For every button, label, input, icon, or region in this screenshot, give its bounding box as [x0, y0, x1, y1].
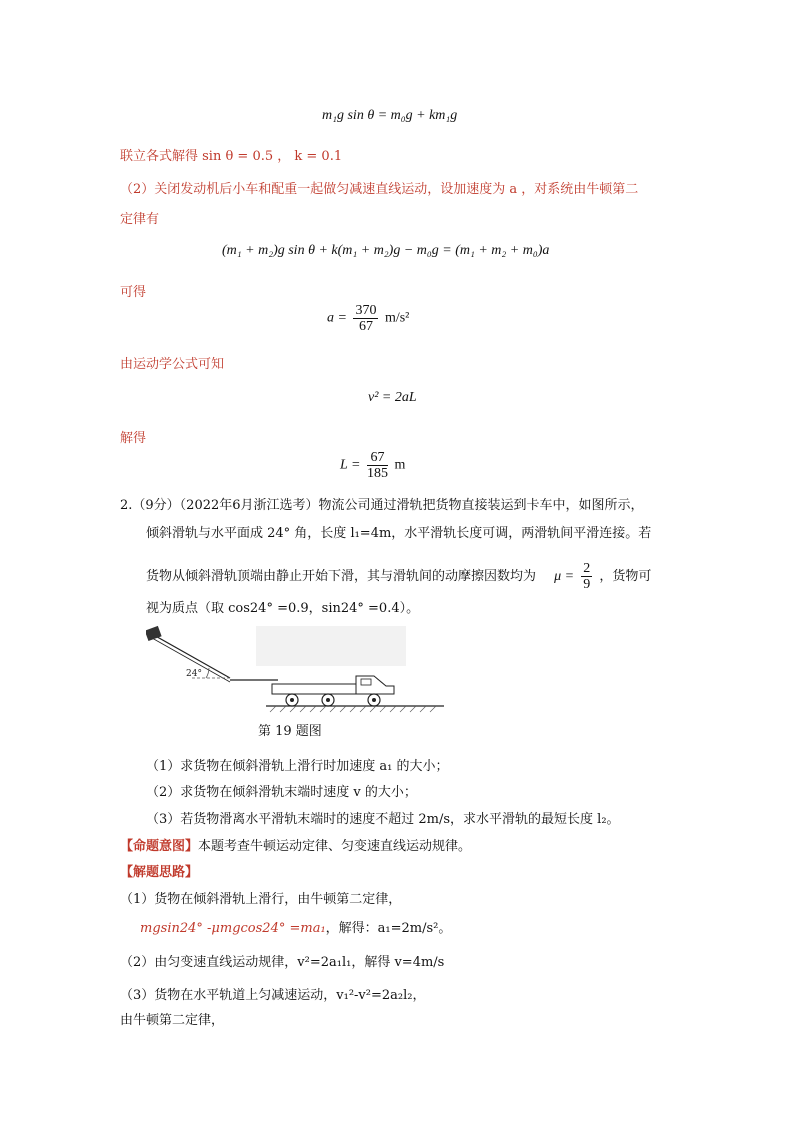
q2-line4: 视为质点（取 cos24° =0.9，sin24° =0.4）。: [146, 601, 420, 616]
part2-line1: （2）关闭发动机后小车和配重一起做匀减速直线运动，设加速度为 a ，对系统由牛顿第二: [120, 182, 639, 197]
q2-line3-b: ，货物可: [599, 569, 652, 584]
intent-tag: 【命题意图】: [120, 839, 199, 854]
q2-line2: 倾斜滑轨与水平面成 24° 角，长度 l₁=4m，水平滑轨长度可调，两滑轨间平滑连接。若: [146, 526, 652, 541]
analysis-p3: （3）货物在水平轨道上匀减速运动，v₁²-v²=2a₂l₂，: [120, 988, 426, 1003]
eq3-denominator: 67: [358, 319, 373, 334]
eq5-unit: m: [394, 457, 406, 473]
sub-question-2: （2）求货物在倾斜滑轨末端时速度 v 的大小；: [146, 785, 417, 800]
eq3-unit: m/s²: [384, 310, 410, 326]
analysis-p4: 由牛顿第二定律，: [120, 1013, 225, 1028]
truck-window: [361, 679, 371, 685]
equation-length: [340, 450, 405, 481]
mu-fraction: [581, 561, 592, 592]
ground-hatch: [270, 706, 436, 712]
sub-question-1: （1）求货物在倾斜滑轨上滑行时加速度 a₁ 的大小；: [146, 759, 449, 774]
equation-newton-system: (m₁ + m₂)g sin θ + k(m₁ + m₂)g − m₀g = (m₁ + m₂ + m₀)a: [222, 243, 550, 258]
analysis-p1-result: ，解得：a₁=2m/s²。: [325, 921, 452, 936]
part2-line2: 定律有: [120, 212, 160, 227]
analysis-p1-eq: mgsin24° -μmgcos24° =ma₁: [140, 921, 326, 936]
eq5-numerator: 67: [367, 450, 388, 466]
sub-question-3: （3）若货物滑离水平滑轨末端时的速度不超过 2m/s，求水平滑轨的最短长度 l₂。: [146, 812, 620, 827]
angle-label: 24°: [186, 669, 202, 679]
solve-line: 联立各式解得 sin θ = 0.5 ， k = 0.1: [120, 149, 343, 164]
q2-line3-a: 货物从倾斜滑轨顶端由静止开始下滑，其与滑轨间的动摩擦因数均为: [146, 569, 537, 584]
mu-symbol: μ =: [554, 569, 575, 584]
figure-caption: 第 19 题图: [258, 724, 322, 739]
mu-numerator: 2: [583, 561, 591, 576]
idea-tag: 【解题思路】: [120, 865, 199, 880]
solve-label: 解得: [120, 431, 147, 446]
eq3-left: a =: [327, 310, 347, 326]
equation-acceleration: [327, 303, 409, 334]
truck-wheels: [286, 694, 380, 706]
eq3-fraction: [353, 303, 378, 334]
analysis-p2: （2）由匀变速直线运动规律，v²=2a₁l₁，解得 v=4m/s: [120, 955, 445, 970]
mu-denominator: 9: [583, 577, 591, 592]
analysis-p1-eq-line: [140, 917, 451, 936]
eq5-denominator: 185: [366, 466, 388, 481]
equation-balance: m₁g sin θ = m₀g + km₁g: [322, 108, 458, 123]
eq5-left: L =: [340, 457, 361, 473]
scan-noise: [256, 626, 406, 666]
eq3-numerator: 370: [355, 303, 377, 318]
equation-kinematics: v² = 2aL: [368, 390, 417, 405]
eq5-fraction: [367, 450, 388, 481]
q2-line1: 2.（9分）（2022年6月浙江选考）物流公司通过滑轨把货物直接装运到卡车中，如图所示，: [120, 498, 644, 513]
truck-bed: [272, 684, 356, 694]
analysis-p1: （1）货物在倾斜滑轨上滑行，由牛顿第二定律，: [120, 892, 402, 907]
slide-truck-figure: [146, 622, 446, 718]
intent-text: 本题考查牛顿运动定律、匀变速直线运动规律。: [198, 839, 472, 854]
intent-line: [120, 835, 471, 854]
kinematics-label: 由运动学公式可知: [120, 357, 225, 372]
q2-line3: [146, 561, 651, 592]
can-get-label: 可得: [120, 285, 147, 300]
